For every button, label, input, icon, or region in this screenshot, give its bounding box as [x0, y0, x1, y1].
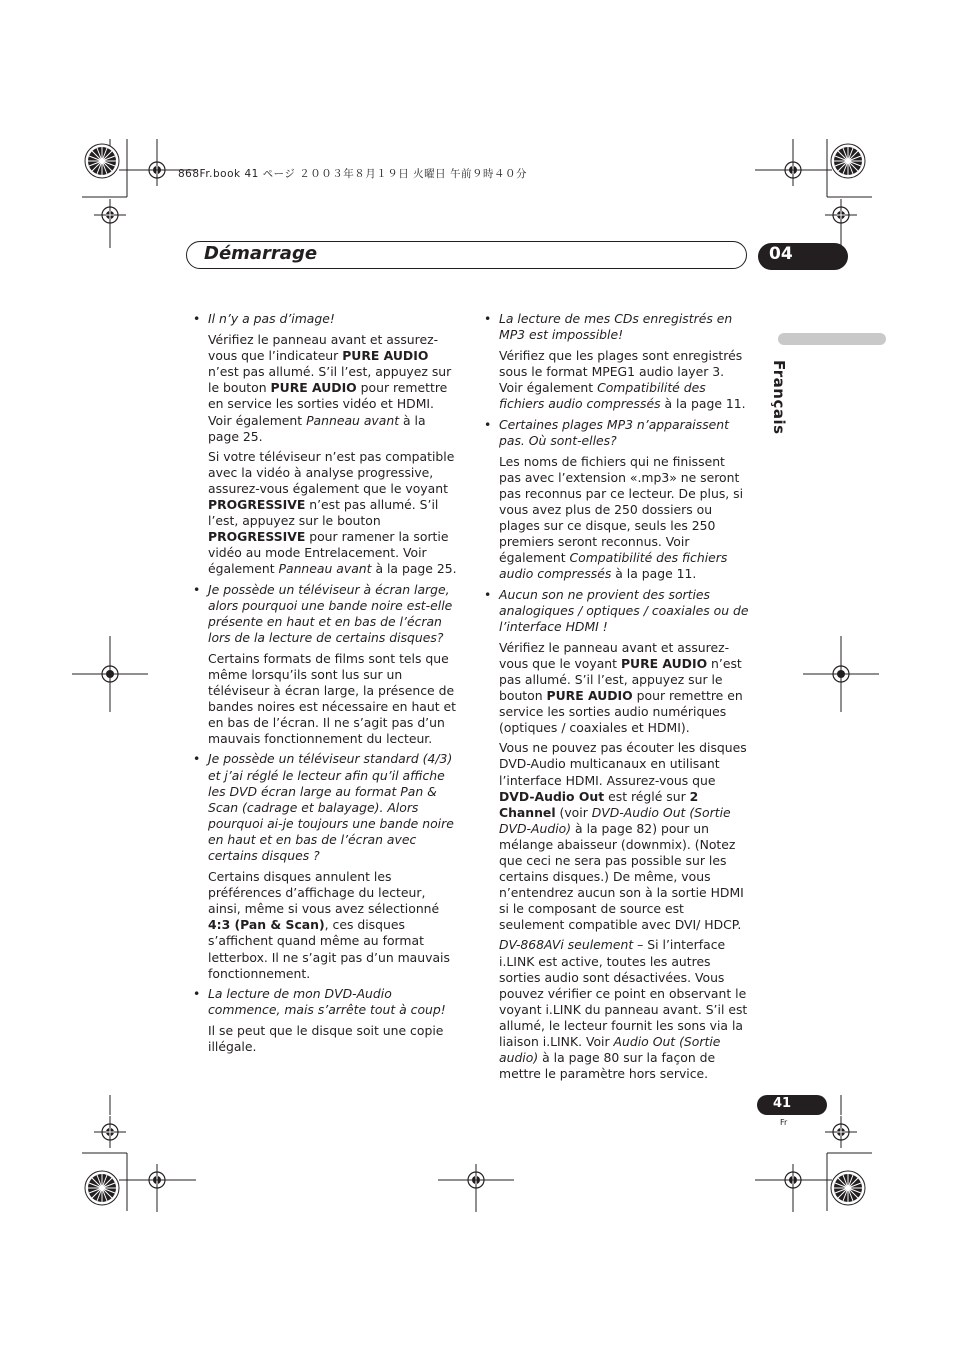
answer-paragraph: Si votre téléviseur n’est pas compatible avec la vidéo à analyse progressive, assurez-vous également que le voyant PROGRESSIVE n’est pas allumé. S’il l’est, appuyez sur le bouton PROGRESSIVE pour ramener la sortie vidéo au mode Entrelacement. Voir également Panneau avant à la page 25.	[208, 448, 457, 577]
answer-paragraph: Vérifiez le panneau avant et assurez-vous que le voyant PURE AUDIO n’est pas allumé. S’il l’est, appuyez sur le bouton PURE AUDIO pour remettre en service les sorties audio numériques (optiques / coaxiales et HDMI).	[499, 639, 743, 736]
question: • La lecture de mon DVD-Audio commence, mais s’arrête tout à coup!	[193, 986, 459, 1018]
question: • Je possède un téléviseur à écran large, alors pourquoi une bande noire est-elle présente en haut et en bas de l’écran lors de la lecture de certains disques?	[193, 582, 459, 646]
language-tab	[778, 333, 886, 345]
answer-paragraph: Les noms de fichiers qui ne finissent pas avec l’extension «.mp3» ne seront pas reconnus par ce lecteur. De plus, si vous avez plus de 250 dossiers ou plages sur ce disque, seuls les 250 premiers seront reconnus. Voir également Compatibilité des fichiers audio compressés à la page 11.	[499, 453, 744, 582]
page-number: 41	[773, 1096, 792, 1111]
answer-paragraph: Vous ne pouvez pas écouter les disques DVD-Audio multicanaux en utilisant l’interface HDMI. Assurez-vous que DVD-Audio Out est réglé sur 2 Channel (voir DVD-Audio Out (Sortie DVD-Audio) à la page 82) pour un mélange abaisseur (downmix). (Notez que ceci ne sera pas possible sur les certains disques.) De même, vous n’entendrez aucun son à la sortie HDMI si le composant de source est seulement compatible avec DVI/ HDCP.	[499, 740, 747, 933]
question: • La lecture de mes CDs enregistrés en MP3 est impossible!	[484, 311, 750, 343]
page-number-badge	[757, 1095, 827, 1115]
answer-paragraph: DV-868AVi seulement – Si l’interface i.LINK est active, toutes les autres sorties audio sont désactivées. Vous pouvez vérifier ce point en observant le voyant i.LINK du panneau avant. S’il est allumé, le lecteur fournit les sons via la liaison i.LINK. Voir Audio Out (Sortie audio) à la page 80 sur la façon de mettre le paramètre hors service.	[499, 937, 748, 1082]
question: • Il n’y a pas d’image!	[193, 311, 459, 327]
question: • Aucun son ne provient des sorties analogiques / optiques / coaxiales ou de l’interface HDMI !	[484, 587, 750, 635]
answer-paragraph: Il se peut que le disque soit une copie illégale.	[208, 1022, 444, 1055]
right-column	[484, 311, 750, 1086]
page-language-code: Fr	[780, 1118, 788, 1127]
answer-paragraph: Vérifiez le panneau avant et assurez-vous que l’indicateur PURE AUDIO n’est pas allumé. S’il l’est, appuyez sur le bouton PURE AUDIO pour remettre en service les sorties vidéo et HDMI. Voir également Panneau avant à la page 25.	[208, 332, 452, 444]
answer-paragraph: Certains disques annulent les préférences d’affichage du lecteur, ainsi, même si vous avez sélectionné 4:3 (Pan & Scan), ces disques s’affichent quand même au format letterbox. Il ne s’agit pas d’un mauvais fonctionnement.	[208, 869, 450, 981]
question: • Certaines plages MP3 n’apparaissent pas. Où sont-elles?	[484, 417, 750, 449]
language-label: Français	[770, 360, 788, 435]
question: • Je possède un téléviseur standard (4/3) et j’ai réglé le lecteur afin qu’il affiche les DVD écran large au format Pan & Scan (cadrage et balayage). Alors pourquoi ai-je toujours une bande noire en haut et en bas de l’écran avec certains disques ?	[193, 751, 459, 864]
chapter-number: 04	[769, 244, 793, 264]
print-header: 868Fr.book 41 ページ ２００３年８月１９日 火曜日 午前９時４０分	[178, 168, 527, 180]
left-column	[193, 311, 459, 1059]
answer-paragraph: Vérifiez que les plages sont enregistrés sous le format MPEG1 audio layer 3. Voir également Compatibilité des fichiers audio compressés à la page 11.	[499, 348, 746, 412]
section-title: Démarrage	[204, 243, 318, 264]
answer-paragraph: Certains formats de films sont tels que même lorsqu’ils sont lus sur un téléviseur à écran large, la présence de bandes noires est nécessaire en haut et en bas de l’écran. Il ne s’agit pas d’un mauvais fonctionnement du lecteur.	[208, 650, 457, 747]
